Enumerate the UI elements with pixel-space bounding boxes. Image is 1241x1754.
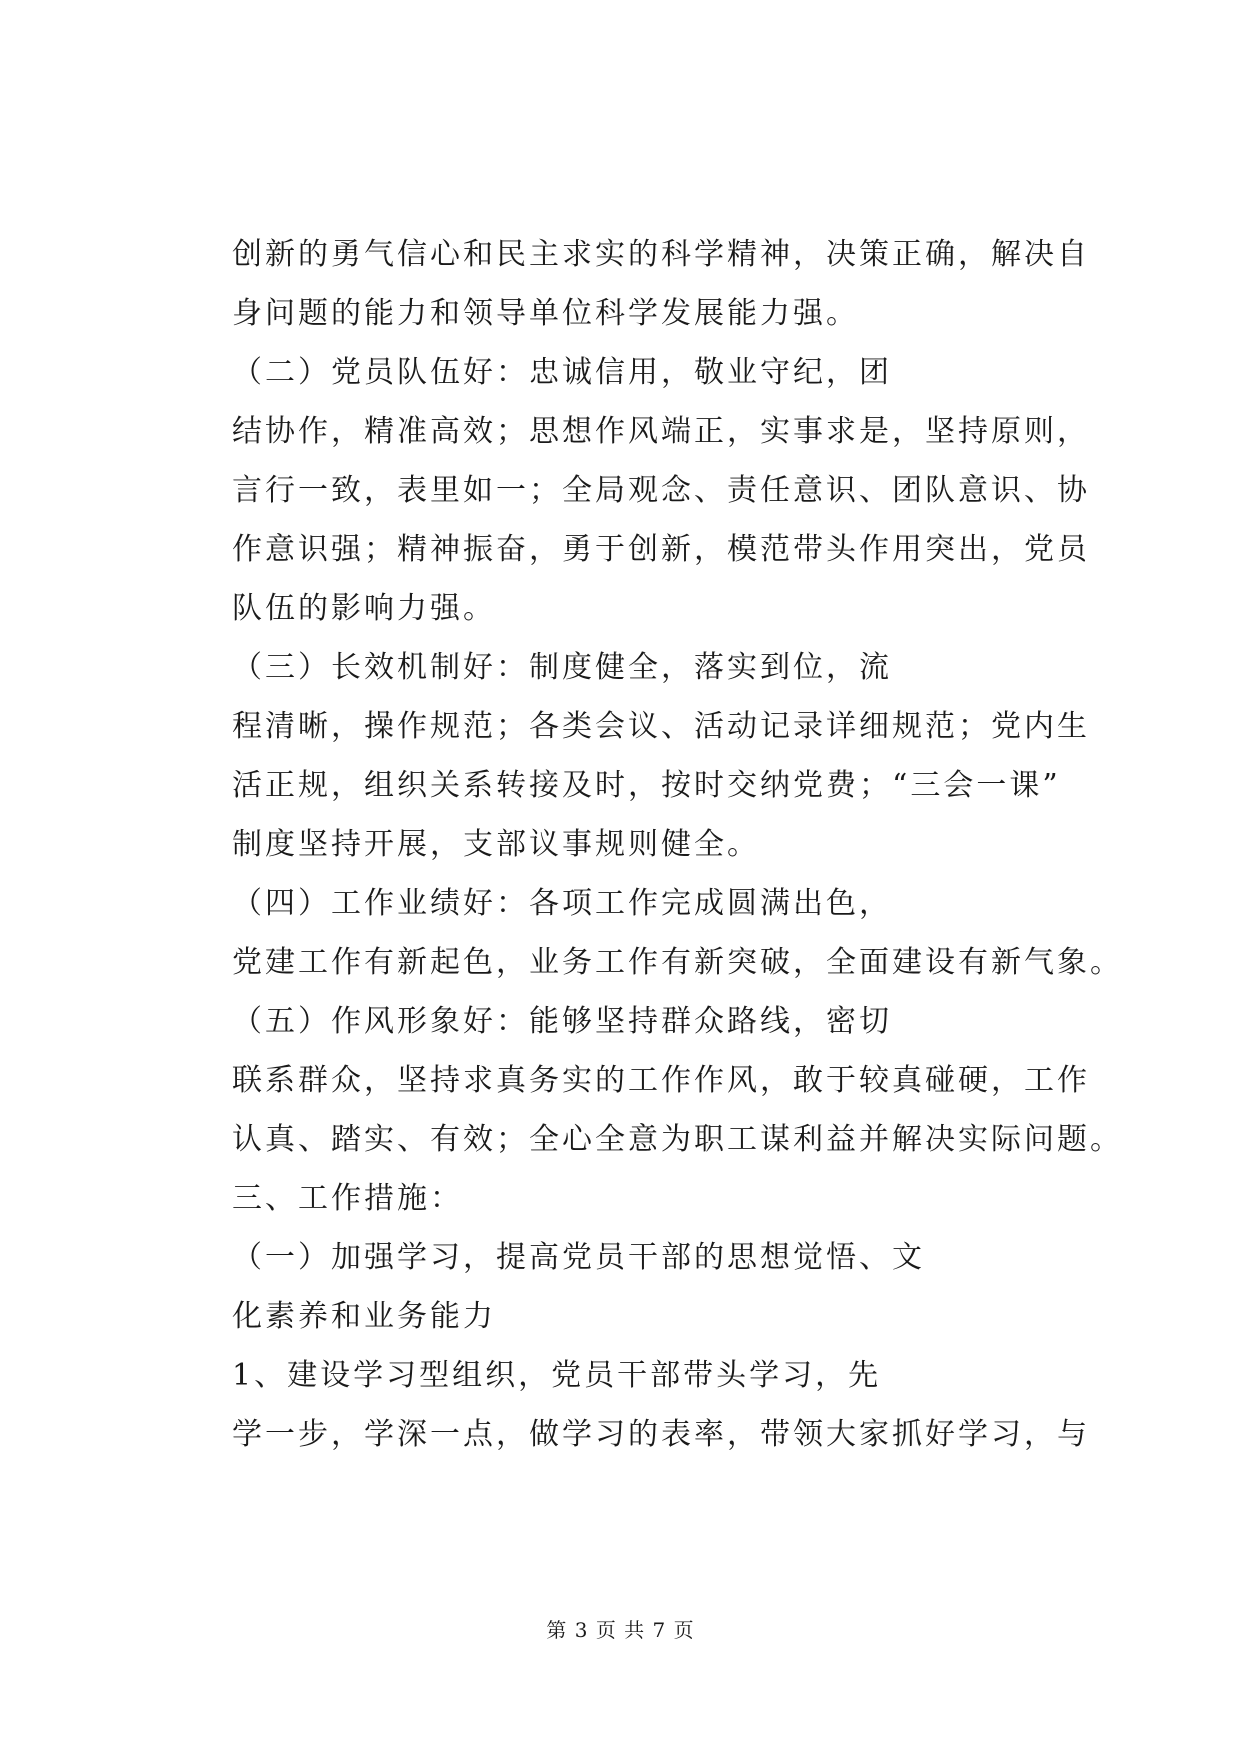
text-line: 队伍的影响力强。 [232, 591, 496, 626]
text-line: 程清晰，操作规范；各类会议、活动记录详细规范；党内生 [232, 709, 1090, 744]
text-line: 党建工作有新起色，业务工作有新突破，全面建设有新气象。 [232, 945, 1123, 980]
text-line: 创新的勇气信心和民主求实的科学精神，决策正确，解决自 [232, 237, 1090, 272]
section-heading-4: （四）工作业绩好：各项工作完成圆满出色， [232, 886, 892, 921]
section-heading-2: （二）党员队伍好：忠诚信用，敬业守纪，团 [232, 355, 892, 390]
text-line: 作意识强；精神振奋，勇于创新，模范带头作用突出，党员 [232, 532, 1090, 567]
text-line: 认真、踏实、有效；全心全意为职工谋利益并解决实际问题。 [232, 1122, 1123, 1157]
text-line: 言行一致，表里如一；全局观念、责任意识、团队意识、协 [232, 473, 1090, 508]
text-line: 活正规，组织关系转接及时，按时交纳党费；“三会一课” [232, 768, 1061, 803]
text-line: 身问题的能力和领导单位科学发展能力强。 [232, 296, 859, 331]
section-heading-5: （五）作风形象好：能够坚持群众路线，密切 [232, 1004, 892, 1039]
text-line: 学一步，学深一点，做学习的表率，带领大家抓好学习，与 [232, 1417, 1090, 1452]
text-line: 联系群众，坚持求真务实的工作作风，敢于较真碰硬，工作 [232, 1063, 1090, 1098]
text-line: 化素养和业务能力 [232, 1299, 496, 1334]
section-heading-3: （三）长效机制好：制度健全，落实到位，流 [232, 650, 892, 685]
list-item-1: 1、建设学习型组织，党员干部带头学习，先 [232, 1358, 882, 1393]
subsection-heading-1: （一）加强学习，提高党员干部的思想觉悟、文 [232, 1240, 925, 1275]
text-line: 制度坚持开展，支部议事规则健全。 [232, 827, 760, 862]
page-number-footer: 第 3 页 共 7 页 [546, 1618, 695, 1642]
text-line: 结协作，精准高效；思想作风端正，实事求是，坚持原则， [232, 414, 1090, 449]
main-heading-3: 三、工作措施： [232, 1181, 463, 1216]
